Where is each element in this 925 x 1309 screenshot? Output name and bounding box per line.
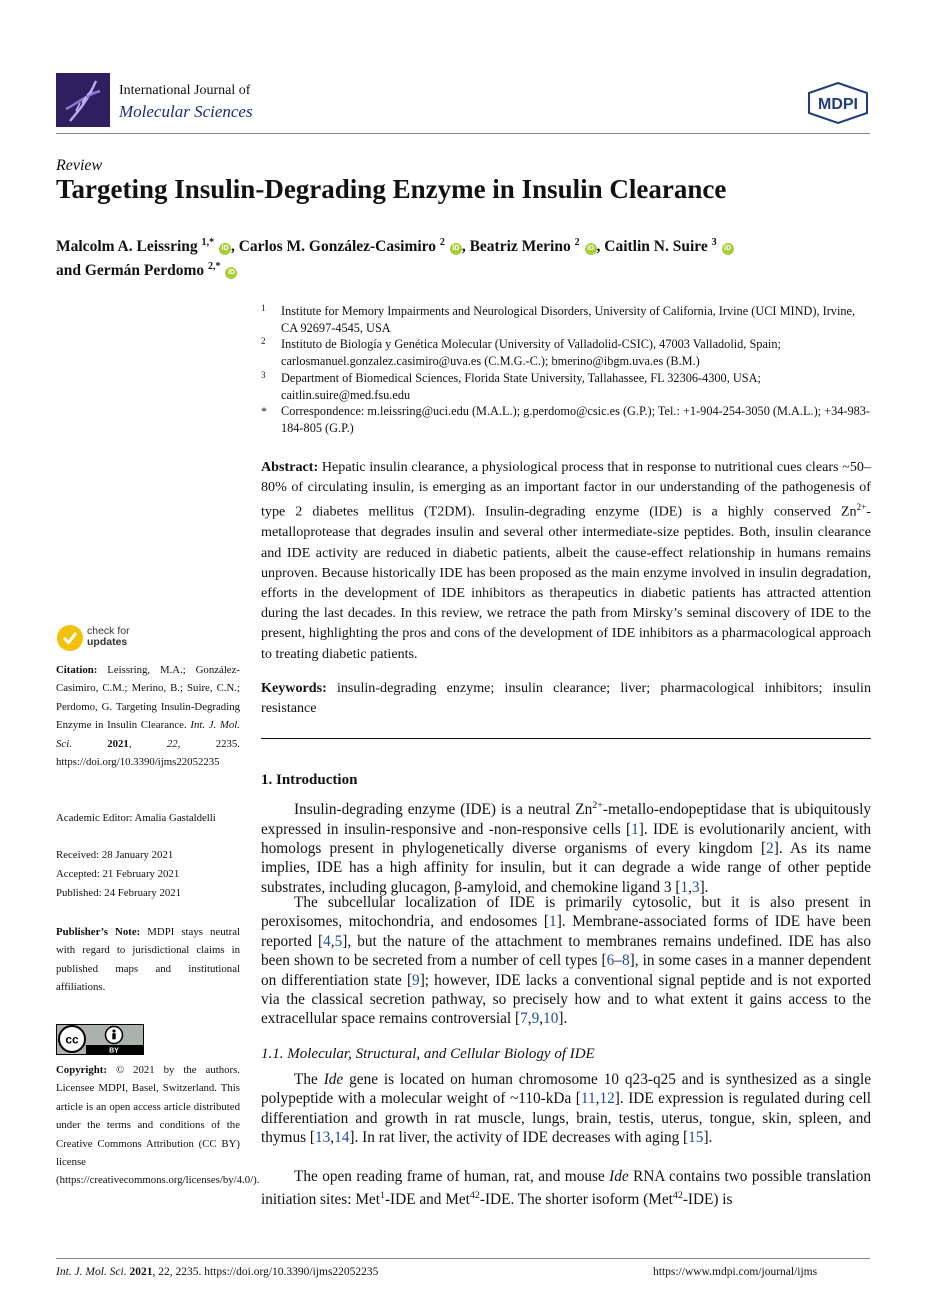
abstract-superscript: 2+ (856, 502, 867, 513)
affiliation-text: Department of Biomedical Sciences, Florida State University, Tallahassee, FL 32306-4300, USA; caitlin.suire@med.fsu.edu (281, 371, 761, 402)
author-affiliation-mark: 1,* (201, 237, 215, 248)
journal-name-line2: Molecular Sciences (119, 102, 253, 121)
author-name: Germán Perdomo (84, 262, 205, 280)
footer-divider (56, 1258, 870, 1259)
citation-year: 2021 (71, 737, 129, 750)
academic-editor: Academic Editor: Amalia Gastaldelli (56, 812, 216, 824)
keywords (261, 678, 871, 718)
affiliation-text: Institute for Memory Impairments and Neurological Disorders, University of California, Irvine (UCI MIND), Irvine, CA 92697-4545, USA (281, 304, 856, 335)
orcid-icon[interactable]: iD (585, 243, 597, 255)
svg-text:cc: cc (65, 1032, 79, 1047)
footer-year: 2021 (129, 1266, 153, 1278)
citation-journal: Int. J. Mol. Sci. (56, 719, 240, 750)
affiliation-number: 2 (261, 336, 266, 346)
journal-logo (56, 73, 110, 127)
orcid-icon[interactable]: iD (219, 243, 231, 255)
abstract (261, 457, 871, 664)
check-for-updates-button[interactable] (56, 624, 166, 652)
dna-helix-icon (56, 73, 110, 127)
author-affiliation-mark: 2,* (207, 261, 221, 273)
header-divider (56, 133, 870, 134)
citation-label: Citation: (56, 664, 98, 676)
author-separator: , (596, 238, 605, 256)
author-separator: , (461, 238, 470, 256)
body-paragraph: The subcellular localization of IDE is primarily cytosolic, but it is also present in peroxisomes, mitochondria, and endosomes [1]. Membrane-associated forms of IDE have been reported [4,5], but the nature of the attachment to membranes remains undefined. IDE has also been shown to be secreted from a number of cell types [6–8], in some cases in a manner dependent on differentiation state [9]; however, IDE lacks a conventional signal peptide and is not exported via the classical secretion pathway, so precisely how and to what extent it gains access to the extracellular space remains controversial [7,9,10]. (261, 894, 871, 1028)
author-name: Beatriz Merino (469, 238, 571, 256)
affiliation-text: Instituto de Biología y Genética Molecular (University of Valladolid-CSIC), 47003 Valladolid, Spain; carlosmanuel.gonzalez.casimiro@uva.es (C.M.G.-C.); bmerino@ibgm.uva.es (B.M.) (281, 337, 781, 368)
author-name: Caitlin N. Suire (604, 238, 708, 256)
check-updates-line1: check for (87, 625, 130, 637)
author-separator: , (230, 238, 239, 256)
cc-by-label: BY (109, 1047, 119, 1055)
abstract-text: -metalloprotease that degrades insulin and several other intermediate-size peptides. Both, insulin clearance and IDE activity are reduced in diabetic patients, albeit the cause-effect relationship in humans remains unproven. Because historically IDE has been proposed as the main enzyme involved in insulin degradation, efforts in the development of IDE inhibitors as therapeutics in diabetic patients has attracted attention during the last decades. In this review, we retrace the path from Mirsky’s seminal discovery of IDE to the present, highlighting the pros and cons of the development of IDE inhibitors as a pharmacological approach to treating diabetic patients. (261, 504, 871, 662)
publisher-note-text: MDPI stays neutral with regard to jurisdictional claims in published maps and institutional affiliations. (56, 926, 240, 994)
body-paragraph: The Ide gene is located on human chromosome 10 q23-q25 and is synthesized as a single polypeptide with a molecular weight of ~110-kDa [11,12]. IDE expression is regulated during cell differentiation and growth in rat muscle, lungs, brain, testis, uterus, tongue, skin, spleen, and thymus [13,14]. In rat liver, the activity of IDE decreases with aging [15]. (261, 1071, 871, 1147)
citation-volume: , 22 (128, 737, 178, 750)
author-affiliation-mark: 3 (711, 237, 717, 248)
check-updates-line2: updates (87, 636, 128, 648)
affiliation-number: 3 (261, 370, 266, 380)
copyright-label: Copyright: (56, 1064, 107, 1076)
footer-citation (56, 1266, 378, 1278)
copyright (56, 1061, 260, 1190)
accepted-date: Accepted: 21 February 2021 (56, 868, 180, 880)
citation-text: Leissring, M.A.; González-Casimiro, C.M.; Merino, B.; Suire, C.N.; Perdomo, G. Targeting Insulin-Degrading Enzyme in Insulin Clearance. (56, 664, 240, 732)
creative-commons-icon (56, 1024, 144, 1055)
orcid-icon[interactable]: iD (450, 243, 462, 255)
keywords-label: Keywords: (261, 680, 327, 696)
footer-journal-url[interactable]: https://www.mdpi.com/journal/ijms (653, 1266, 818, 1278)
journal-name-line1: International Journal of (119, 83, 251, 98)
publisher-note-label: Publisher’s Note: (56, 926, 141, 938)
affiliation-text: Correspondence: m.leissring@uci.edu (M.A.L.); g.perdomo@csic.es (G.P.); Tel.: +1-904-254-3050 (M.A.L.); +34-983-184-805 (G.P.) (281, 404, 871, 435)
publisher-note (56, 923, 240, 997)
mdpi-hexagon-icon (806, 82, 870, 124)
mdpi-logo-text: MDPI (818, 96, 858, 113)
cc-by-license-badge[interactable] (56, 1024, 144, 1055)
body-paragraph: The open reading frame of human, rat, and mouse Ide RNA contains two possible translation initiation sites: Met$^1$-IDE and Met$^{42}$-IDE. The shorter isoform (Met$^{42}$-IDE) is (261, 1168, 871, 1209)
footer-journal: Int. J. Mol. Sci. (56, 1266, 127, 1278)
abstract-divider (261, 738, 871, 739)
article-type: Review (56, 157, 103, 174)
article-title: Targeting Insulin-Degrading Enzyme in Insulin Clearance (56, 174, 727, 204)
received-date: Received: 28 January 2021 (56, 849, 174, 861)
abstract-label: Abstract: (261, 459, 319, 475)
author-list (56, 233, 876, 281)
published-date: Published: 24 February 2021 (56, 887, 182, 899)
citation-doi[interactable]: , 2235. https://doi.org/10.3390/ijms22052235 (56, 737, 240, 769)
author-and: and (56, 262, 85, 280)
affiliation-number: * (261, 404, 267, 418)
author-name: Carlos M. González-Casimiro (238, 238, 437, 256)
author-affiliation-mark: 2 (439, 237, 445, 248)
affiliation-number: 1 (261, 303, 266, 313)
mdpi-logo[interactable] (806, 82, 870, 124)
keywords-text: insulin-degrading enzyme; insulin clearance; liver; pharmacological inhibitors; insulin resistance (261, 680, 871, 717)
section-heading: 1. Introduction (261, 772, 358, 788)
footer-doi[interactable]: , 22, 2235. https://doi.org/10.3390/ijms22052235 (152, 1266, 379, 1278)
check-circle-icon (56, 624, 84, 652)
subsection-heading: 1.1. Molecular, Structural, and Cellular Biology of IDE (261, 1046, 595, 1062)
citation (56, 661, 240, 771)
copyright-text: © 2021 by the authors. Licensee MDPI, Basel, Switzerland. This article is an open access article distributed under the terms and conditions of the Creative Commons Attribution (CC BY) license (https://creativecommons.org/licenses/by/4.0/). (56, 1064, 260, 1187)
orcid-icon[interactable]: iD (225, 267, 237, 279)
author-name: Malcolm A. Leissring (56, 238, 198, 256)
author-affiliation-mark: 2 (574, 237, 580, 248)
abstract-text: Hepatic insulin clearance, a physiological process that in response to nutritional cues clears ~50–80% of circulating insulin, is emerging as an important factor in our understanding of the pathogenesis of type 2 diabetes mellitus (T2DM). Insulin-degrading enzyme (IDE) is a highly conserved Zn (261, 459, 871, 521)
body-paragraph: Insulin-degrading enzyme (IDE) is a neutral $Zn^{2+}-metallo$-endopeptidase that is ubiquitously expressed in insulin-responsive and -non-responsive cells [1]. IDE is evolutionarily ancient, with homologs present in phylogenetically diverse organisms of every kingdom [2]. As its name implies, IDE has a high affinity for insulin, but it can degrade a wide range of other peptide substrates, including glucagon, β-amyloid, and chemokine ligand 3 [1,3]. (261, 800, 871, 896)
orcid-icon[interactable]: iD (722, 243, 734, 255)
